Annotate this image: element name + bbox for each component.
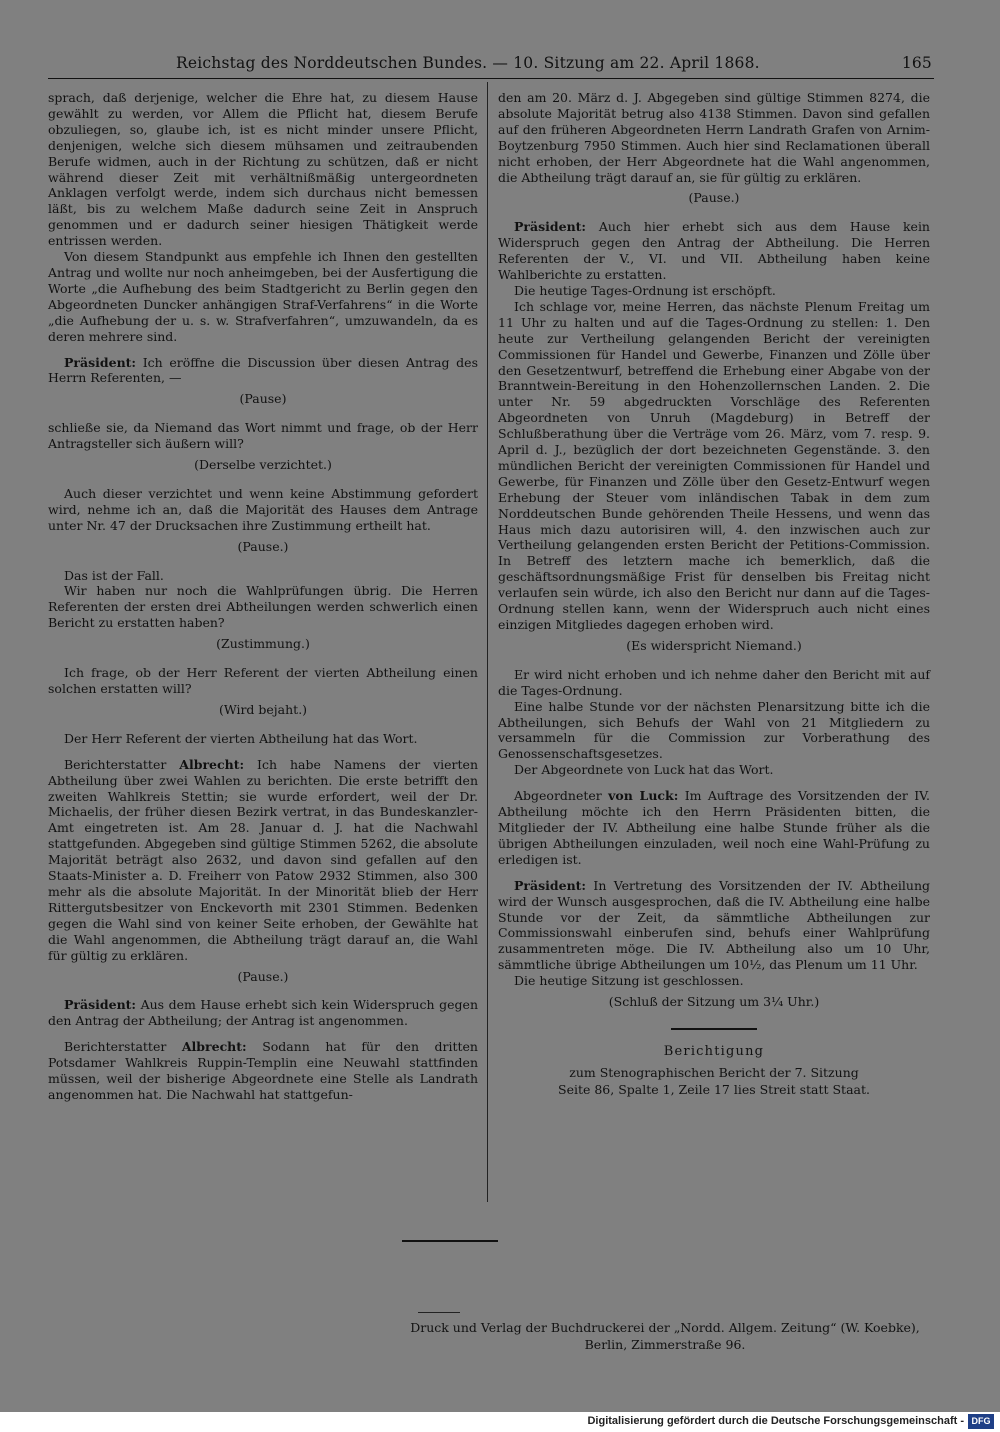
dfg-attribution-text: Digitalisierung gefördert durch die Deutsche Forschungsgemeinschaft - — [587, 1415, 964, 1427]
speech-paragraph — [48, 757, 478, 964]
correction-line: Seite 86, Spalte 1, Zeile 17 lies Streit statt Staat. — [558, 1081, 870, 1097]
paragraph: Der Herr Referent der vierten Abtheilung hat das Wort. — [64, 730, 418, 746]
imprint — [400, 1320, 930, 1353]
speech-paragraph — [48, 1039, 478, 1103]
footer-rule — [402, 1240, 498, 1242]
imprint-line: Druck und Verlag der Buchdruckerei der „Nordd. Allgem. Zeitung“ (W. Koebke), — [410, 1320, 920, 1335]
section-separator — [671, 1028, 757, 1030]
paragraph: Wir haben nur noch die Wahlprüfungen übrig. Die Herren Referenten der ersten drei Abtheilungen werden schwerlich einen Bericht zu erstatten haben? — [48, 583, 478, 631]
spacer — [498, 868, 930, 878]
speaker-name: Präsident: — [64, 354, 137, 370]
correction-title: Berichtigung — [663, 1043, 765, 1059]
speech-paragraph — [48, 997, 478, 1029]
speech-paragraph — [498, 219, 930, 283]
paragraph: sprach, daß derjenige, welcher die Ehre hat, zu diesem Hause gewählt zu werden, vor Allem die Pflicht hat, diesem Berufe obzuliegen, so, glaube ich, ist es nicht minder unsere Pflicht, denjenigen, welche sich diesem mühsamen und zeitraubenden Berufe widmen, auch in der Richtung zu schützen, daß er nicht während dieser Zeit mit verhältnißmäßig untergeordneten Anklagen verfolgt werde, indem sich durchaus nicht bemessen läßt, bis zu welchem Maße dadurch seine Zeit in Anspruch genommen und er dadurch seiner hiesigen Thätigkeit werde entrissen werden. — [48, 90, 478, 249]
speech-paragraph — [48, 355, 478, 387]
paragraph: Eine halbe Stunde vor der nächsten Plenarsitzung bitte ich die Abtheilungen, sich Behufs der Wahl von 21 Mitgliedern zu versammeln für die Commission zur Vorberathung des Genossenschaftsgesetzes. — [498, 698, 930, 762]
stage-direction: (Zustimmung.) — [216, 636, 310, 652]
stage-direction: (Derselbe verzichtet.) — [194, 457, 332, 473]
speech-text: In Vertretung des Vorsitzenden der IV. Abtheilung wird der Wunsch ausgesprochen, daß die IV. Abtheilung eine halbe Stunde vor der Zeit, da sämmtliche Abtheilungen zur Commissionswahl einberufen sind, behufs einer Wahlprüfung zusammentreten möge. Die IV. Abtheilung also um 10 Uhr, sämmtliche übrige Abtheilungen um 10½, das Plenum um 11 Uhr. — [498, 877, 930, 973]
header-title: Reichstag des Norddeutschen Bundes. — 10. Sitzung am 22. April 1868. — [176, 54, 760, 72]
speech-paragraph — [498, 788, 930, 868]
speech-text: Ich eröffne die Discussion über diesen Antrag des Herrn Referenten, — — [48, 354, 478, 386]
imprint-rule — [418, 1312, 460, 1313]
stage-direction: (Pause.) — [688, 190, 740, 206]
stage-direction: (Wird bejaht.) — [218, 701, 308, 717]
spacer — [48, 747, 478, 757]
paragraph: Ich schlage vor, meine Herren, das nächste Plenum Freitag um 11 Uhr zu halten und auf die Tages-Ordnung zu stellen: 1. Den heute zur Vertheilung gelangenden Bericht der vereinigten Commissionen für Handel und Gewerbe, Finanzen und Zölle über den Gesetzentwurf, betreffend die Erhebung einer Abgabe von der Branntwein-Bereitung in den Hohenzollernschen Landen. 2. Die unter Nr. 59 abgedruckten Vorschläge des Referenten Abgeordneten von Unruh (Magdeburg) in Betreff der Schlußberathung über die Verträge vom 26. März, vom 7. resp. 9. April d. J., bezüglich der dort bezeichneten Gegenstände. 3. den mündlichen Bericht der vereinigten Commissionen für Handel und Gewerbe, für Finanzen und Zölle über den Gesetz-Entwurf wegen Erhebung der Steuer vom inländischen Tabak in dem zum Norddeutschen Bunde gehörenden Theile Hessens, und wenn das Haus mich dazu autorisiren will, 4. den inzwischen auch zur Vertheilung gelangenden ersten Bericht der Petitions-Commission. In Betreff des letztern mache ich bemerklich, daß die geschäftsordnungsmäßige Frist für denselben bis Freitag nicht verlaufen sein würde, ich also den Bericht nur dann auf die Tages-Ordnung stellen kann, wenn der Widerspruch auch nicht eines einzigen Mitgliedes dagegen erhoben wird. — [498, 298, 930, 632]
left-column — [48, 90, 478, 1103]
speaker-role: Berichterstatter — [64, 756, 167, 772]
stage-direction: (Pause.) — [237, 968, 289, 984]
page-number: 165 — [901, 54, 932, 72]
speech-text: Aus dem Hause erhebt sich kein Widerspruch gegen den Antrag der Abtheilung; der Antrag ist angenommen. — [48, 997, 478, 1029]
speaker-name: Albrecht: — [179, 756, 245, 772]
page-header — [48, 52, 934, 80]
speaker-name: Präsident: — [514, 877, 587, 893]
speaker-name: von Luck: — [608, 788, 679, 804]
paragraph: Auch dieser verzichtet und wenn keine Abstimmung gefordert wird, nehme ich an, daß die Majorität des Hauses dem Antrage unter Nr. 47 der Drucksachen ihre Zustimmung ertheilt hat. — [48, 485, 478, 533]
speech-paragraph — [498, 878, 930, 973]
paragraph: Ich frage, ob der Herr Referent der vierten Abtheilung einen solchen erstatten will? — [48, 665, 478, 696]
speech-text: Ich habe Namens der vierten Abtheilung über zwei Wahlen zu berichten. Die erste betrifft den zweiten Wahlkreis Stettin; sie wurde erfordert, weil der Dr. Michaelis, der früher diesen Bezirk vertrat, in das Bundeskanzler-Amt eingetreten ist. Am 28. Januar d. J. hat die Nachwahl stattgefunden. Abgegeben sind gültige Stimmen 5262, die absolute Majorität beträgt also 2632, und davon sind gefallen auf den Staats-Minister a. D. Freiherr von Patow 2932 Stimmen, also 300 mehr als die absolute Majorität. In der Minorität blieb der Herr Rittergutsbesitzer von Enckevorth mit 2301 Stimmen. Bedenken gegen die Wahl sind von keiner Seite erhoben, der Gewählte hat die Wahl angenommen, die Abtheilung trägt darauf an, die Wahl für gültig zu erklären. — [48, 756, 479, 963]
spacer — [48, 345, 478, 355]
imprint-line: Berlin, Zimmerstraße 96. — [584, 1336, 746, 1352]
paragraph: den am 20. März d. J. Abgegeben sind gültige Stimmen 8274, die absolute Majorität betrug also 4138 Stimmen. Davon sind gefallen auf den früheren Abgeordneten Herrn Landrath Grafen von Arnim-Boytzenburg 7950 Stimmen. Auch hier sind Reclamationen überall nicht erhoben, der Herr Abgeordnete hat die Wahl angenommen, die Abtheilung trägt darauf an, sie für gültig zu erklären. — [498, 90, 930, 185]
paragraph: Von diesem Standpunkt aus empfehle ich Ihnen den gestellten Antrag und wollte nur noch anheimgeben, bei der Ausfertigung die Worte „die Aufhebung des beim Stadtgericht zu Berlin gegen den Abgeordneten Duncker anhängigen Straf-Verfahrens“ in die Worte „die Aufhebung der u. s. w. Strafverfahren“, umzuwandeln, da es deren mehrere sind. — [48, 249, 478, 344]
dfg-logo: DFG — [968, 1414, 994, 1429]
speech-text: Sodann hat für den dritten Potsdamer Wahlkreis Ruppin-Templin eine Neuwahl stattfinden müssen, weil der bisherige Abgeordnete eine Stelle als Landrath angenommen hat. Die Nachwahl hat stattgefun- — [48, 1039, 478, 1102]
header-rule — [48, 78, 934, 79]
column-divider — [487, 82, 488, 1202]
paragraph: Das ist der Fall. — [64, 567, 164, 583]
stage-direction: (Schluß der Sitzung um 3¼ Uhr.) — [608, 994, 820, 1010]
speaker-name: Albrecht: — [181, 1039, 247, 1055]
speech-text: Im Auftrage des Vorsitzenden der IV. Abtheilung möchte ich den Herrn Präsidenten bitten, die Mitglieder der IV. Abtheilung eine halbe Stunde früher als die übrigen Abtheilungen einzuladen, weil noch eine Wahl-Prüfung zu erledigen ist. — [498, 788, 930, 867]
paragraph: schließe sie, da Niemand das Wort nimmt und frage, ob der Herr Antragsteller sich äußern will? — [48, 420, 478, 452]
speaker-role: Berichterstatter — [64, 1039, 167, 1055]
stage-direction: (Es widerspricht Niemand.) — [626, 637, 802, 653]
speaker-name: Präsident: — [514, 219, 587, 235]
stage-direction: (Pause.) — [237, 538, 289, 554]
speaker-role: Abgeordneter — [514, 788, 602, 804]
paragraph: Der Abgeordnete von Luck hat das Wort. — [514, 762, 774, 778]
spacer — [48, 1029, 478, 1039]
speaker-name: Präsident: — [64, 997, 137, 1013]
paragraph: Er wird nicht erhoben und ich nehme daher den Bericht mit auf die Tages-Ordnung. — [498, 666, 930, 698]
dfg-attribution-bar — [0, 1412, 1000, 1432]
speech-text: Auch hier erhebt sich aus dem Hause kein Widerspruch gegen den Antrag der Abtheilung. Die Herren Referenten der V., VI. und VII. Abtheilung haben keine Wahlberichte zu erstatten. — [498, 219, 930, 283]
right-column — [498, 90, 930, 1098]
paragraph: Die heutige Sitzung ist geschlossen. — [514, 973, 744, 989]
stage-direction: (Pause) — [239, 391, 287, 407]
spacer — [498, 778, 930, 788]
paragraph: Die heutige Tages-Ordnung ist erschöpft. — [514, 282, 776, 298]
correction-line: zum Stenographischen Bericht der 7. Sitzung — [569, 1064, 859, 1080]
